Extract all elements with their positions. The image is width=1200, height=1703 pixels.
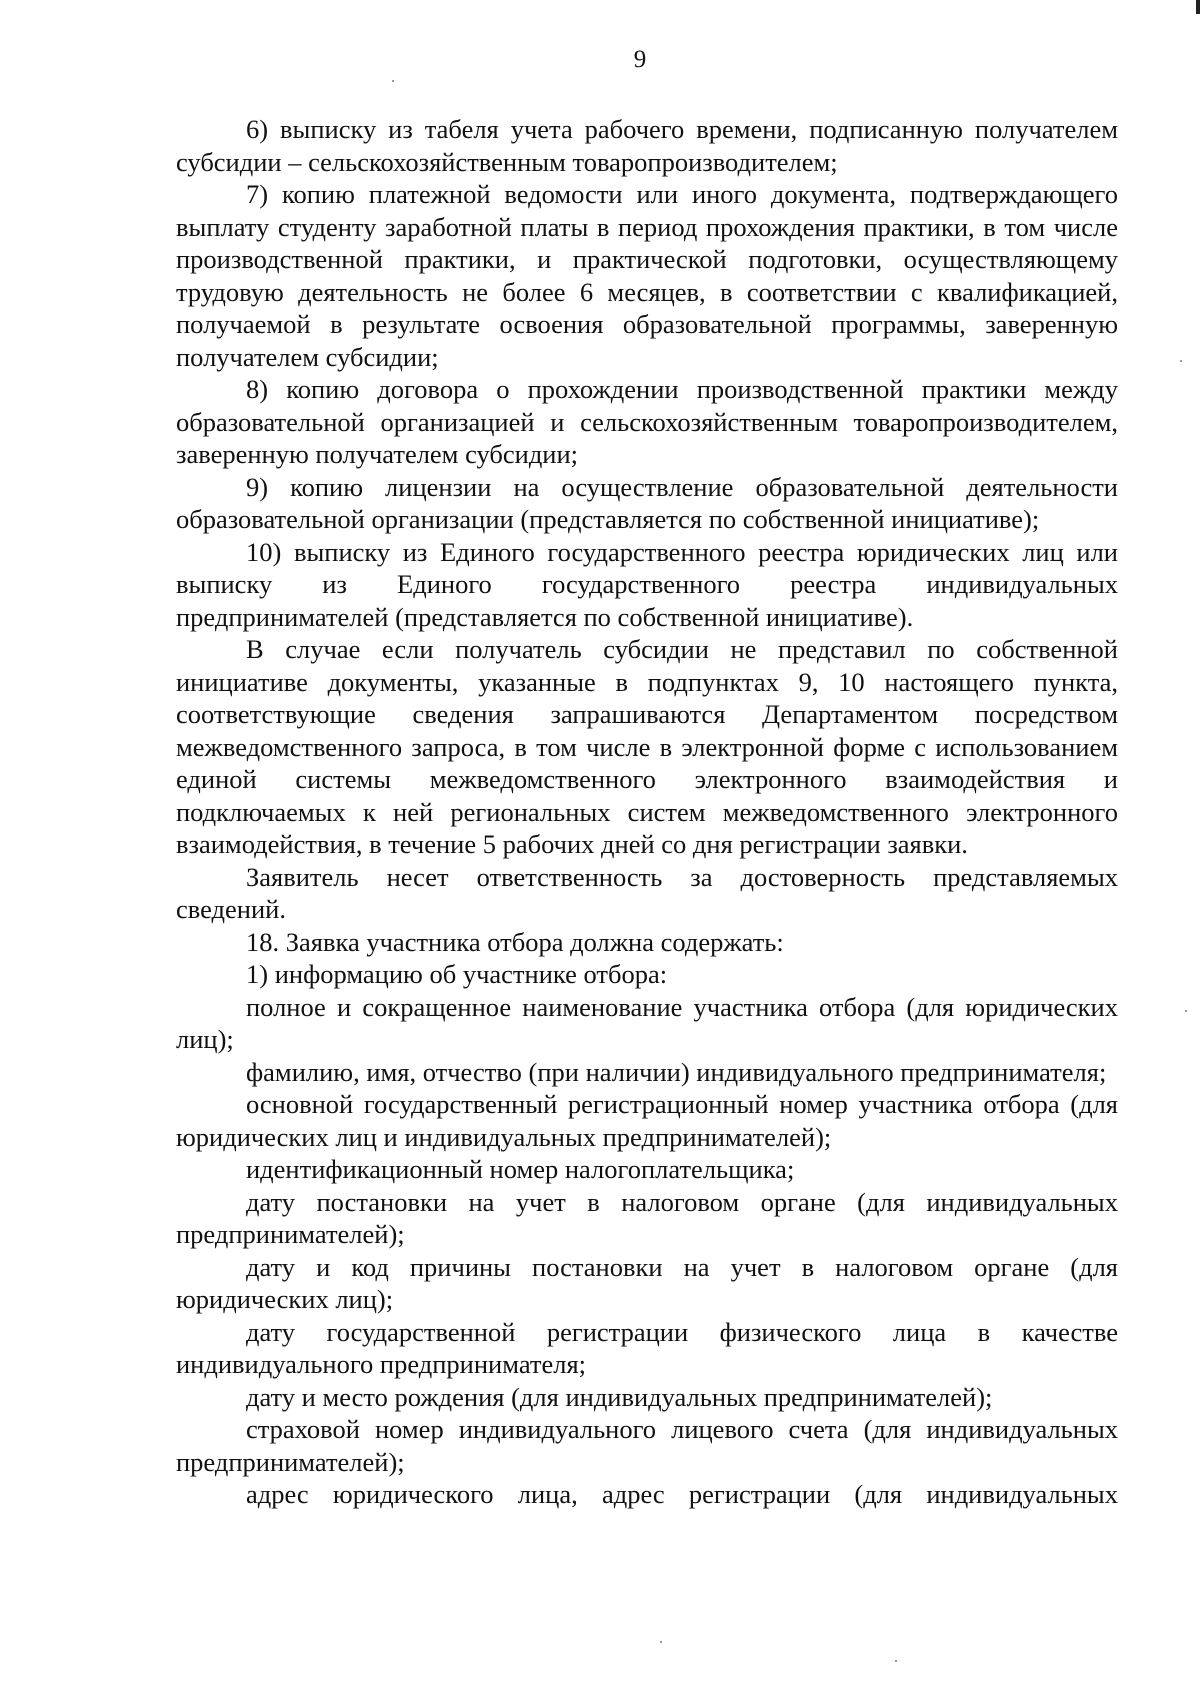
paragraph-full-name: полное и сокращенное наименование участника отбора (для юридических лиц); bbox=[176, 991, 1118, 1054]
paragraph-state-registration-date: дату государственной регистрации физического лица в качестве индивидуального предпринимателя; bbox=[176, 1316, 1118, 1379]
paragraph-birth-date-place: дату и место рождения (для индивидуальных предпринимателей); bbox=[246, 1381, 993, 1412]
paragraph-interagency-request: В случае если получатель субсидии не представил по собственной инициативе документы, указанные в подпунктах 9, 10 настоящего пункта, соответствующие сведения запрашиваются Департаментом посредством межведомственного запроса, в том числе в электронной форме с использованием единой системы межведомственного электронного взаимодействия и подключаемых к ней региональных систем межведомственного электронного взаимодействия, в течение 5 рабочих дней со дня регистрации заявки. bbox=[176, 634, 1118, 859]
paragraph-item-6: 6) выписку из табеля учета рабочего времени, подписанную получателем субсидии – сельскохозяйственным товаропроизводителем; bbox=[176, 114, 1118, 177]
paragraph-item-7: 7) копию платежной ведомости или иного документа, подтверждающего выплату студенту заработной платы в период прохождения практики, в том числе производственной практики, и практической подготовки, осуществляющему трудовую деятельность не более 6 месяцев, в соответствии с квалификацией, получаемой в результате освоения образовательной программы, заверенную получателем субсидии; bbox=[176, 179, 1118, 372]
paragraph-address: адрес юридического лица, адрес регистрации (для индивидуальных bbox=[246, 1479, 1118, 1509]
paragraph-participant-info: 1) информацию об участнике отбора: bbox=[246, 959, 668, 989]
document-body bbox=[176, 113, 1118, 1511]
paragraph-inn: идентификационный номер налогоплательщика; bbox=[246, 1154, 795, 1184]
scan-speck bbox=[392, 80, 394, 82]
paragraph-kpp: дату и код причины постановки на учет в налоговом органе (для юридических лиц); bbox=[176, 1251, 1118, 1314]
paragraph-tax-registration-date: дату постановки на учет в налоговом органе (для индивидуальных предпринимателей); bbox=[176, 1186, 1118, 1249]
paragraph-entrepreneur-name: фамилию, имя, отчество (при наличии) индивидуального предпринимателя; bbox=[246, 1056, 1107, 1087]
paragraph-snils: страховой номер индивидуального лицевого счета (для индивидуальных предпринимателей); bbox=[176, 1414, 1118, 1477]
scan-speck bbox=[660, 1641, 662, 1643]
paragraph-item-9: 9) копию лицензии на осуществление образовательной деятельности образовательной организации (представляется по собственной инициативе); bbox=[176, 471, 1118, 534]
page-number: 9 bbox=[633, 46, 647, 73]
paragraph-applicant-responsibility: Заявитель несет ответственность за достоверность представляемых сведений. bbox=[176, 861, 1118, 924]
paragraph-ogrn: основной государственный регистрационный номер участника отбора (для юридических лиц и индивидуальных предпринимателей); bbox=[176, 1089, 1118, 1152]
scan-speck bbox=[1180, 360, 1182, 362]
scan-speck bbox=[1185, 1010, 1187, 1012]
scan-edge-mark bbox=[1196, 0, 1200, 14]
paragraph-item-10: 10) выписку из Единого государственного реестра юридических лиц или выписку из Единого государственного реестра индивидуальных предпринимателей (представляется по собственной инициативе). bbox=[176, 536, 1118, 632]
paragraph-section-18: 18. Заявка участника отбора должна содержать: bbox=[246, 926, 784, 957]
scan-speck bbox=[895, 1660, 897, 1662]
paragraph-item-8: 8) копию договора о прохождении производственной практики между образовательной организацией и сельскохозяйственным товаропроизводителем, заверенную получателем субсидии; bbox=[176, 374, 1118, 469]
